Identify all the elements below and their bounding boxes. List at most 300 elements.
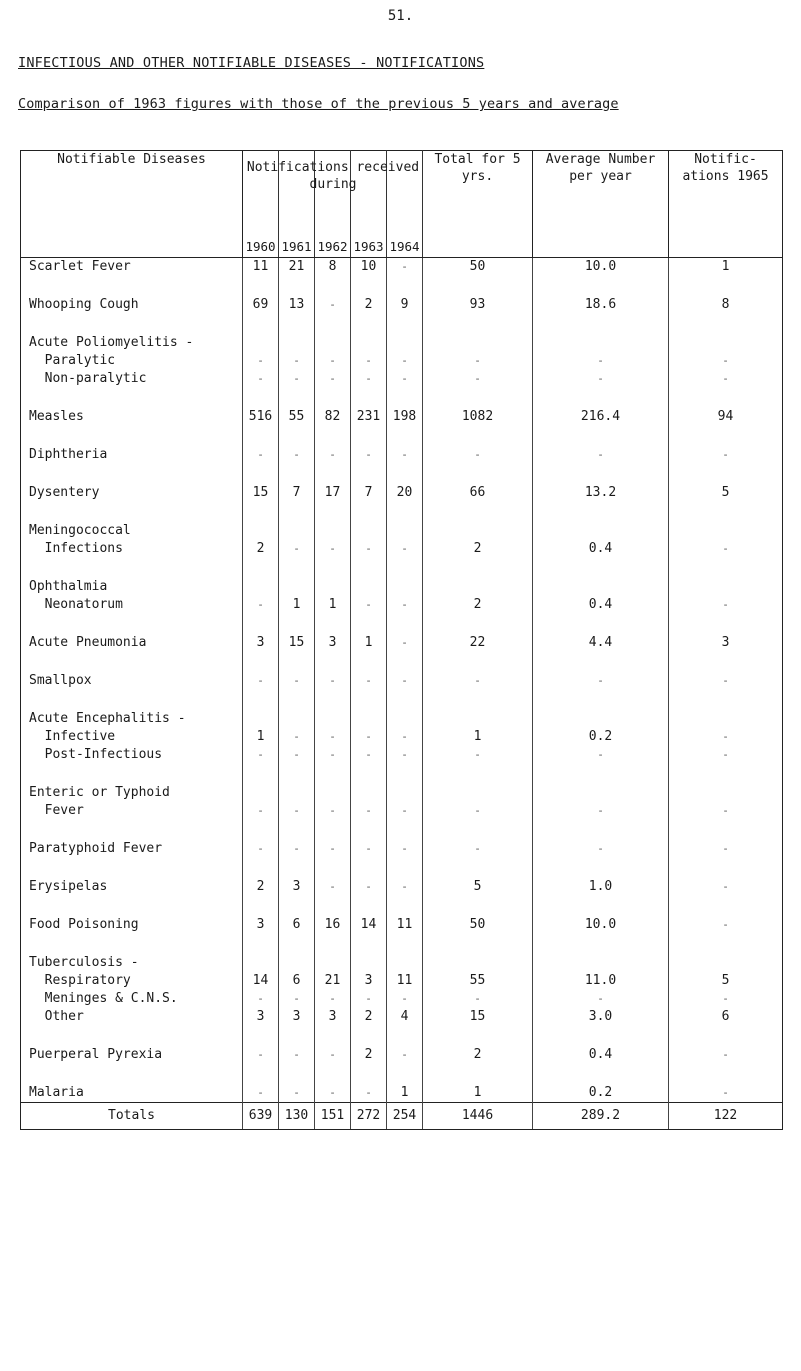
value-cell — [315, 578, 351, 596]
value-cell: 66 — [423, 484, 533, 502]
value-cell: - — [423, 370, 533, 388]
value-cell — [669, 522, 783, 540]
spacer-cell — [243, 652, 279, 672]
value-cell: - — [387, 802, 423, 820]
totals-cell: 130 — [279, 1103, 315, 1130]
value-cell: 5 — [423, 878, 533, 896]
spacer-cell — [351, 1026, 387, 1046]
spacer-cell — [423, 314, 533, 334]
value-cell: 3 — [351, 972, 387, 990]
spacer-cell — [21, 934, 243, 954]
value-cell: - — [351, 840, 387, 858]
table-row — [21, 990, 783, 1008]
spacer-cell — [315, 614, 351, 634]
value-cell — [351, 710, 387, 728]
spacer-cell — [279, 464, 315, 484]
spacer-cell — [423, 614, 533, 634]
spacer-cell — [21, 764, 243, 784]
spacer-cell — [669, 764, 783, 784]
value-cell — [243, 954, 279, 972]
value-cell: - — [669, 916, 783, 934]
value-cell — [315, 522, 351, 540]
row-spacer — [21, 934, 783, 954]
disease-name: Smallpox — [21, 672, 243, 690]
spacer-cell — [279, 314, 315, 334]
spacer-cell — [351, 464, 387, 484]
value-cell: 9 — [387, 296, 423, 314]
spacer-cell — [279, 276, 315, 296]
header-year-1964: 1964 — [387, 151, 423, 258]
value-cell: - — [315, 296, 351, 314]
spacer-cell — [533, 820, 669, 840]
value-cell: - — [315, 746, 351, 764]
row-spacer — [21, 896, 783, 916]
value-cell — [279, 522, 315, 540]
value-cell — [243, 784, 279, 802]
spacer-cell — [423, 764, 533, 784]
spacer-cell — [243, 388, 279, 408]
row-spacer — [21, 464, 783, 484]
value-cell: - — [279, 990, 315, 1008]
spacer-cell — [21, 502, 243, 522]
value-cell: - — [669, 596, 783, 614]
value-cell — [351, 578, 387, 596]
value-cell: 55 — [423, 972, 533, 990]
disease-name: Ophthalmia — [21, 578, 243, 596]
spacer-cell — [669, 858, 783, 878]
table-row — [21, 710, 783, 728]
spacer-cell — [351, 502, 387, 522]
spacer-cell — [21, 690, 243, 710]
spacer-cell — [351, 314, 387, 334]
value-cell: 14 — [243, 972, 279, 990]
value-cell: 2 — [351, 1046, 387, 1064]
value-cell: 2 — [423, 596, 533, 614]
value-cell: 0.4 — [533, 540, 669, 558]
value-cell: - — [669, 352, 783, 370]
value-cell: - — [315, 540, 351, 558]
value-cell: 1 — [423, 1084, 533, 1103]
value-cell: - — [243, 840, 279, 858]
value-cell: 3 — [669, 634, 783, 652]
spacer-cell — [243, 764, 279, 784]
value-cell: - — [669, 672, 783, 690]
value-cell — [387, 784, 423, 802]
table-row — [21, 446, 783, 464]
spacer-cell — [351, 276, 387, 296]
spacer-cell — [21, 276, 243, 296]
table-row — [21, 596, 783, 614]
value-cell — [423, 954, 533, 972]
spacer-cell — [387, 614, 423, 634]
value-cell: 6 — [279, 972, 315, 990]
spacer-cell — [387, 896, 423, 916]
spacer-cell — [279, 502, 315, 522]
value-cell: 231 — [351, 408, 387, 426]
value-cell — [243, 334, 279, 352]
spacer-cell — [387, 388, 423, 408]
spacer-cell — [423, 652, 533, 672]
disease-name: Fever — [21, 802, 243, 820]
spacer-cell — [21, 1026, 243, 1046]
spacer-cell — [351, 858, 387, 878]
value-cell: 82 — [315, 408, 351, 426]
row-spacer — [21, 764, 783, 784]
spacer-cell — [423, 464, 533, 484]
value-cell: - — [423, 746, 533, 764]
spacer-cell — [315, 690, 351, 710]
value-cell: - — [533, 746, 669, 764]
value-cell: 3 — [279, 878, 315, 896]
row-spacer — [21, 690, 783, 710]
spacer-cell — [423, 1026, 533, 1046]
value-cell — [669, 710, 783, 728]
table-row — [21, 334, 783, 352]
spacer-cell — [351, 764, 387, 784]
spacer-cell — [243, 690, 279, 710]
spacer-cell — [387, 858, 423, 878]
value-cell: 21 — [315, 972, 351, 990]
disease-name: Infections — [21, 540, 243, 558]
header-year-1963: 1963 — [351, 151, 387, 258]
value-cell: 7 — [279, 484, 315, 502]
value-cell: - — [351, 596, 387, 614]
value-cell: 3 — [243, 1008, 279, 1026]
table-row — [21, 916, 783, 934]
table-row — [21, 370, 783, 388]
spacer-cell — [669, 276, 783, 296]
spacer-cell — [279, 426, 315, 446]
disease-name: Scarlet Fever — [21, 258, 243, 277]
value-cell: 21 — [279, 258, 315, 277]
value-cell: - — [351, 1084, 387, 1103]
disease-name: Dysentery — [21, 484, 243, 502]
totals-row — [21, 1103, 783, 1130]
value-cell: - — [387, 596, 423, 614]
value-cell: 17 — [315, 484, 351, 502]
value-cell — [423, 710, 533, 728]
spacer-cell — [533, 1026, 669, 1046]
spacer-cell — [279, 858, 315, 878]
value-cell: 3 — [315, 634, 351, 652]
spacer-cell — [351, 896, 387, 916]
value-cell — [243, 522, 279, 540]
value-cell: 2 — [423, 1046, 533, 1064]
spacer-cell — [387, 1026, 423, 1046]
value-cell: - — [387, 1046, 423, 1064]
value-cell: - — [669, 540, 783, 558]
spacer-cell — [351, 1064, 387, 1084]
value-cell: 3.0 — [533, 1008, 669, 1026]
value-cell: 1 — [669, 258, 783, 277]
value-cell: 20 — [387, 484, 423, 502]
header-group: Notifications received during — [246, 160, 420, 192]
value-cell — [533, 522, 669, 540]
table-row — [21, 484, 783, 502]
value-cell — [423, 334, 533, 352]
spacer-cell — [669, 1026, 783, 1046]
value-cell: 2 — [243, 878, 279, 896]
value-cell: 0.2 — [533, 1084, 669, 1103]
value-cell: 50 — [423, 258, 533, 277]
value-cell — [533, 710, 669, 728]
spacer-cell — [315, 652, 351, 672]
spacer-cell — [279, 388, 315, 408]
value-cell: - — [315, 446, 351, 464]
value-cell: - — [279, 352, 315, 370]
header-year-1962: Notifications received during 1962 — [315, 151, 351, 258]
value-cell: - — [351, 802, 387, 820]
table-row — [21, 840, 783, 858]
row-spacer — [21, 820, 783, 840]
spacer-cell — [315, 820, 351, 840]
value-cell: - — [243, 1046, 279, 1064]
value-cell: 5 — [669, 972, 783, 990]
spacer-cell — [315, 276, 351, 296]
spacer-cell — [423, 502, 533, 522]
totals-cell: 289.2 — [533, 1103, 669, 1130]
spacer-cell — [315, 388, 351, 408]
value-cell: 2 — [423, 540, 533, 558]
value-cell: - — [315, 990, 351, 1008]
row-spacer — [21, 652, 783, 672]
table-row — [21, 784, 783, 802]
spacer-cell — [279, 652, 315, 672]
spacer-cell — [387, 764, 423, 784]
spacer-cell — [669, 426, 783, 446]
value-cell — [279, 954, 315, 972]
spacer-cell — [351, 558, 387, 578]
value-cell: - — [243, 802, 279, 820]
disease-name: Meningococcal — [21, 522, 243, 540]
value-cell: - — [315, 840, 351, 858]
value-cell: - — [423, 672, 533, 690]
value-cell: - — [351, 370, 387, 388]
spacer-cell — [279, 690, 315, 710]
spacer-cell — [423, 690, 533, 710]
table-row — [21, 296, 783, 314]
spacer-cell — [533, 690, 669, 710]
value-cell — [423, 522, 533, 540]
spacer-cell — [669, 388, 783, 408]
spacer-cell — [423, 388, 533, 408]
value-cell: - — [387, 634, 423, 652]
value-cell: 11 — [387, 916, 423, 934]
value-cell: 4 — [387, 1008, 423, 1026]
table-row — [21, 522, 783, 540]
spacer-cell — [533, 558, 669, 578]
spacer-cell — [669, 314, 783, 334]
spacer-cell — [279, 614, 315, 634]
disease-name: Other — [21, 1008, 243, 1026]
value-cell — [387, 334, 423, 352]
disease-name: Neonatorum — [21, 596, 243, 614]
value-cell: 198 — [387, 408, 423, 426]
totals-cell: 151 — [315, 1103, 351, 1130]
spacer-cell — [279, 820, 315, 840]
value-cell: - — [243, 596, 279, 614]
value-cell — [351, 522, 387, 540]
header-total: Total for 5 yrs. — [423, 151, 533, 258]
value-cell: - — [533, 990, 669, 1008]
header-year-1960: 1960 — [243, 151, 279, 258]
spacer-cell — [387, 652, 423, 672]
spacer-cell — [315, 314, 351, 334]
value-cell: 516 — [243, 408, 279, 426]
spacer-cell — [279, 764, 315, 784]
header-notifications: Notific- ations 1965 — [669, 151, 783, 258]
spacer-cell — [423, 426, 533, 446]
disease-name: Measles — [21, 408, 243, 426]
spacer-cell — [387, 502, 423, 522]
spacer-cell — [533, 652, 669, 672]
spacer-cell — [21, 858, 243, 878]
value-cell: - — [387, 540, 423, 558]
spacer-cell — [351, 426, 387, 446]
value-cell: - — [279, 672, 315, 690]
spacer-cell — [243, 820, 279, 840]
value-cell: - — [387, 352, 423, 370]
page-number: 51. — [387, 8, 414, 24]
value-cell: 14 — [351, 916, 387, 934]
value-cell: - — [533, 370, 669, 388]
spacer-cell — [279, 934, 315, 954]
value-cell: - — [315, 728, 351, 746]
spacer-cell — [315, 858, 351, 878]
value-cell: 7 — [351, 484, 387, 502]
value-cell: 10.0 — [533, 916, 669, 934]
value-cell: - — [669, 1084, 783, 1103]
spacer-cell — [243, 464, 279, 484]
value-cell: - — [387, 990, 423, 1008]
row-spacer — [21, 858, 783, 878]
value-cell: - — [533, 446, 669, 464]
value-cell — [315, 954, 351, 972]
spacer-cell — [423, 558, 533, 578]
value-cell: 1082 — [423, 408, 533, 426]
value-cell: - — [423, 990, 533, 1008]
value-cell: 15 — [243, 484, 279, 502]
spacer-cell — [315, 502, 351, 522]
spacer-cell — [21, 426, 243, 446]
spacer-cell — [279, 1026, 315, 1046]
value-cell: 3 — [243, 916, 279, 934]
value-cell: - — [423, 446, 533, 464]
value-cell — [315, 784, 351, 802]
spacer-cell — [351, 614, 387, 634]
disease-name: Diphtheria — [21, 446, 243, 464]
spacer-cell — [387, 276, 423, 296]
value-cell: - — [243, 352, 279, 370]
spacer-cell — [243, 1064, 279, 1084]
table-row — [21, 954, 783, 972]
value-cell: 0.4 — [533, 1046, 669, 1064]
spacer-cell — [387, 558, 423, 578]
disease-name: Whooping Cough — [21, 296, 243, 314]
spacer-cell — [243, 1026, 279, 1046]
row-spacer — [21, 614, 783, 634]
table-row — [21, 1084, 783, 1103]
value-cell: - — [351, 446, 387, 464]
value-cell — [315, 334, 351, 352]
spacer-cell — [533, 314, 669, 334]
disease-name: Acute Pneumonia — [21, 634, 243, 652]
value-cell: 0.4 — [533, 596, 669, 614]
value-cell: 2 — [351, 296, 387, 314]
spacer-cell — [423, 896, 533, 916]
value-cell: - — [279, 728, 315, 746]
value-cell: - — [533, 840, 669, 858]
value-cell: 1 — [423, 728, 533, 746]
disease-name: Acute Poliomyelitis - — [21, 334, 243, 352]
value-cell: - — [423, 840, 533, 858]
spacer-cell — [533, 896, 669, 916]
disease-name: Non-paralytic — [21, 370, 243, 388]
value-cell — [387, 710, 423, 728]
spacer-cell — [243, 314, 279, 334]
disease-name: Erysipelas — [21, 878, 243, 896]
value-cell: 3 — [315, 1008, 351, 1026]
spacer-cell — [21, 464, 243, 484]
value-cell: - — [279, 446, 315, 464]
disease-name: Post-Infectious — [21, 746, 243, 764]
spacer-cell — [533, 426, 669, 446]
totals-cell: 122 — [669, 1103, 783, 1130]
spacer-cell — [21, 314, 243, 334]
disease-name: Paratyphoid Fever — [21, 840, 243, 858]
value-cell: 93 — [423, 296, 533, 314]
value-cell — [279, 784, 315, 802]
value-cell: - — [315, 802, 351, 820]
value-cell: 1 — [351, 634, 387, 652]
value-cell: - — [669, 370, 783, 388]
spacer-cell — [669, 1064, 783, 1084]
value-cell: - — [669, 1046, 783, 1064]
spacer-cell — [423, 1064, 533, 1084]
spacer-cell — [351, 652, 387, 672]
spacer-cell — [21, 820, 243, 840]
value-cell: 13.2 — [533, 484, 669, 502]
value-cell: 4.4 — [533, 634, 669, 652]
spacer-cell — [533, 464, 669, 484]
value-cell: - — [243, 746, 279, 764]
spacer-cell — [351, 388, 387, 408]
spacer-cell — [21, 1064, 243, 1084]
value-cell: 1 — [243, 728, 279, 746]
spacer-cell — [533, 502, 669, 522]
spacer-cell — [669, 934, 783, 954]
value-cell: - — [533, 672, 669, 690]
value-cell: - — [315, 1046, 351, 1064]
spacer-cell — [387, 934, 423, 954]
row-spacer — [21, 314, 783, 334]
value-cell — [351, 784, 387, 802]
value-cell: 0.2 — [533, 728, 669, 746]
spacer-cell — [21, 652, 243, 672]
disease-name: Food Poisoning — [21, 916, 243, 934]
spacer-cell — [423, 276, 533, 296]
header-disease: Notifiable Diseases — [21, 151, 243, 258]
value-cell — [387, 522, 423, 540]
row-spacer — [21, 426, 783, 446]
spacer-cell — [21, 614, 243, 634]
value-cell — [669, 784, 783, 802]
value-cell: - — [243, 370, 279, 388]
value-cell — [279, 710, 315, 728]
value-cell: - — [351, 878, 387, 896]
spacer-cell — [243, 614, 279, 634]
spacer-cell — [669, 502, 783, 522]
